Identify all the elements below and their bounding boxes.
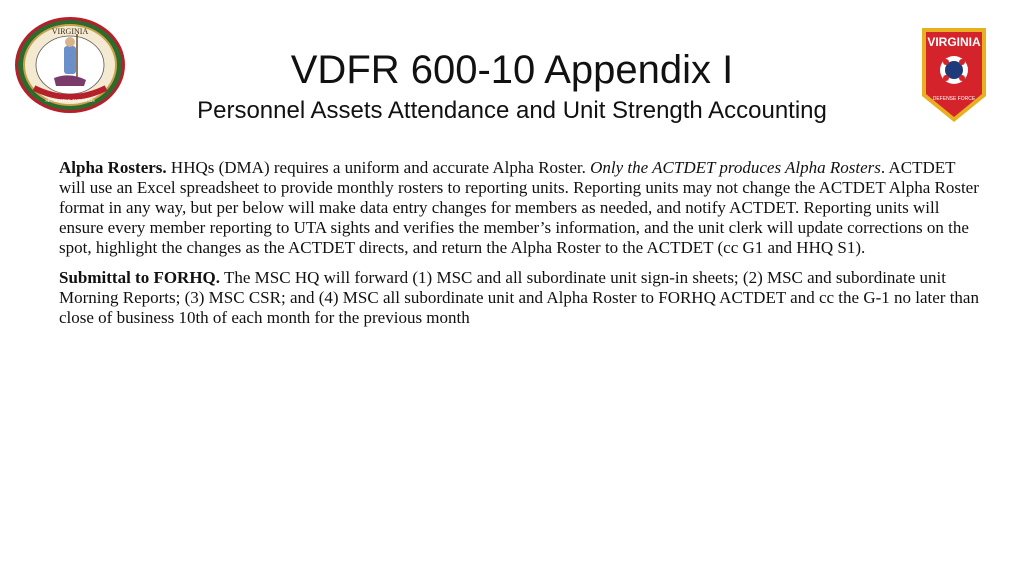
paragraph-text: HHQs (DMA) requires a uniform and accurate Alpha Roster. (166, 158, 591, 177)
paragraph-text: The MSC HQ will forward (1) MSC and all subordinate unit sign-in sheets; (2) MSC and subordinate unit Morning Reports; (3) MSC CSR; and (4) MSC all subordinate unit and Alpha Roster to FORHQ ACTDET and cc the G-1 no later than close of business 10th of each month for the previous month (59, 268, 979, 327)
virginia-defense-force-patch-icon (918, 24, 990, 124)
paragraph-alpha-rosters (59, 158, 979, 258)
paragraph-heading: Submittal to FORHQ. (59, 268, 221, 287)
page-title: VDFR 600-10 Appendix I (290, 48, 734, 92)
patch-text-bottom: DEFENSE FORCE (932, 96, 976, 102)
seal-text-bottom: SIC SEMPER TYRANNIS (45, 98, 95, 103)
paragraph-heading: Alpha Rosters. (59, 158, 167, 177)
paragraph-submittal (59, 268, 979, 328)
body-text (59, 158, 979, 338)
paragraph-italic-text: Only the ACTDET produces Alpha Rosters (590, 158, 881, 177)
patch-text-top: VIRGINIA (927, 35, 981, 49)
page-subtitle: Personnel Assets Attendance and Unit Strength Accounting (197, 97, 827, 124)
paragraph-text: . ACTDET will use an Excel spreadsheet to provide monthly rosters to reporting units. Reporting units may not change the ACTDET Alpha Roster format in any way, but per below will make data entry changes for members as needed, and notify ACTDET. Reporting units will ensure every member reporting to UTA sights and verifies the member’s information, and the unit clerk will update corrections on the spot, highlight the changes as the ACTDET directs, and return the Alpha Roster to the ACTDET (cc G1 and HHQ S1). (59, 158, 979, 257)
seal-text-top: VIRGINIA (51, 27, 89, 36)
